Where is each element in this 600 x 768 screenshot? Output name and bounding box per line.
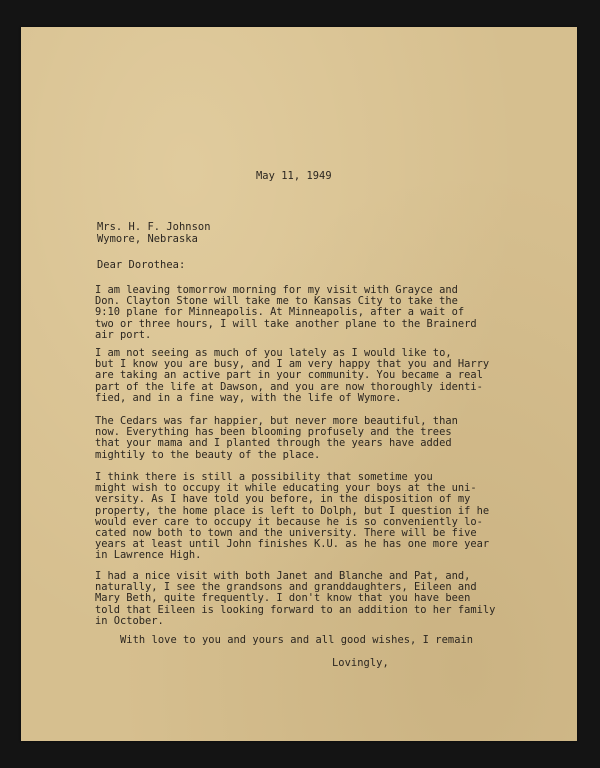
paragraph-line: property, the home place is left to Dolph, but I question if he: [95, 504, 490, 517]
paragraph-line: are taking an active part in your community. You became a real: [95, 369, 483, 382]
paragraph-line: air port.: [95, 328, 152, 341]
paragraph-travel-plans: [95, 285, 477, 341]
paragraph-line: now. Everything has been blooming profusely and the trees: [95, 426, 452, 439]
paragraph-line: The Cedars was far happier, but never more beautiful, than: [95, 415, 458, 427]
paragraph-line: would ever care to occupy it because he is so conveniently lo-: [95, 515, 483, 528]
paragraph-family-visit: [95, 571, 495, 627]
closing-line: With love to you and yours and all good wishes, I remain: [120, 634, 474, 646]
paragraph-line: told that Eileen is looking forward to an addition to her family: [95, 603, 496, 616]
paragraph-the-cedars: [95, 416, 458, 461]
signoff: Lovingly,: [332, 657, 389, 669]
paragraph-line: 9:10 plane for Minneapolis. At Minneapolis, after a wait of: [95, 306, 465, 319]
paragraph-line: I am not seeing as much of you lately as I would like to,: [95, 347, 452, 359]
recipient-name: Mrs. H. F. Johnson: [97, 221, 211, 233]
paragraph-line: Mary Beth, quite frequently. I don't know that you have been: [95, 592, 471, 605]
letter-date: May 11, 1949: [256, 170, 332, 182]
paragraph-line: might wish to occupy it while educating your boys at the uni-: [95, 482, 477, 495]
paragraph-line: Don. Clayton Stone will take me to Kansas City to take the: [95, 295, 458, 308]
recipient-location: Wymore, Nebraska: [97, 233, 198, 245]
paragraph-line: years at least until John finishes K.U. as he has one more year: [95, 538, 490, 551]
paragraph-line: I had a nice visit with both Janet and Blanche and Pat, and,: [95, 570, 471, 582]
paragraph-line: fied, and in a fine way, with the life of Wymore.: [95, 391, 402, 404]
paragraph-line: but I know you are busy, and I am very happy that you and Harry: [95, 358, 490, 371]
paragraph-line: naturally, I see the grandsons and granddaughters, Eileen and: [95, 581, 477, 594]
paragraph-community: [95, 348, 489, 404]
paragraph-line: that your mama and I planted through the years have added: [95, 437, 452, 450]
paragraph-line: cated now both to town and the university. There will be five: [95, 526, 477, 539]
paragraph-line: mightily to the beauty of the place.: [95, 448, 321, 461]
salutation: Dear Dorothea:: [97, 259, 186, 271]
paragraph-line: versity. As I have told you before, in the disposition of my: [95, 493, 471, 506]
letter-page: [21, 27, 577, 741]
paragraph-line: two or three hours, I will take another plane to the Brainerd: [95, 317, 477, 330]
paragraph-line: in Lawrence High.: [95, 549, 202, 562]
paragraph-line: I think there is still a possibility that sometime you: [95, 471, 433, 483]
paragraph-line: part of the life at Dawson, and you are now thoroughly identi-: [95, 380, 483, 393]
paragraph-line: I am leaving tomorrow morning for my visit with Grayce and: [95, 284, 458, 296]
paragraph-line: in October.: [95, 614, 164, 627]
paragraph-home-place: [95, 472, 489, 562]
